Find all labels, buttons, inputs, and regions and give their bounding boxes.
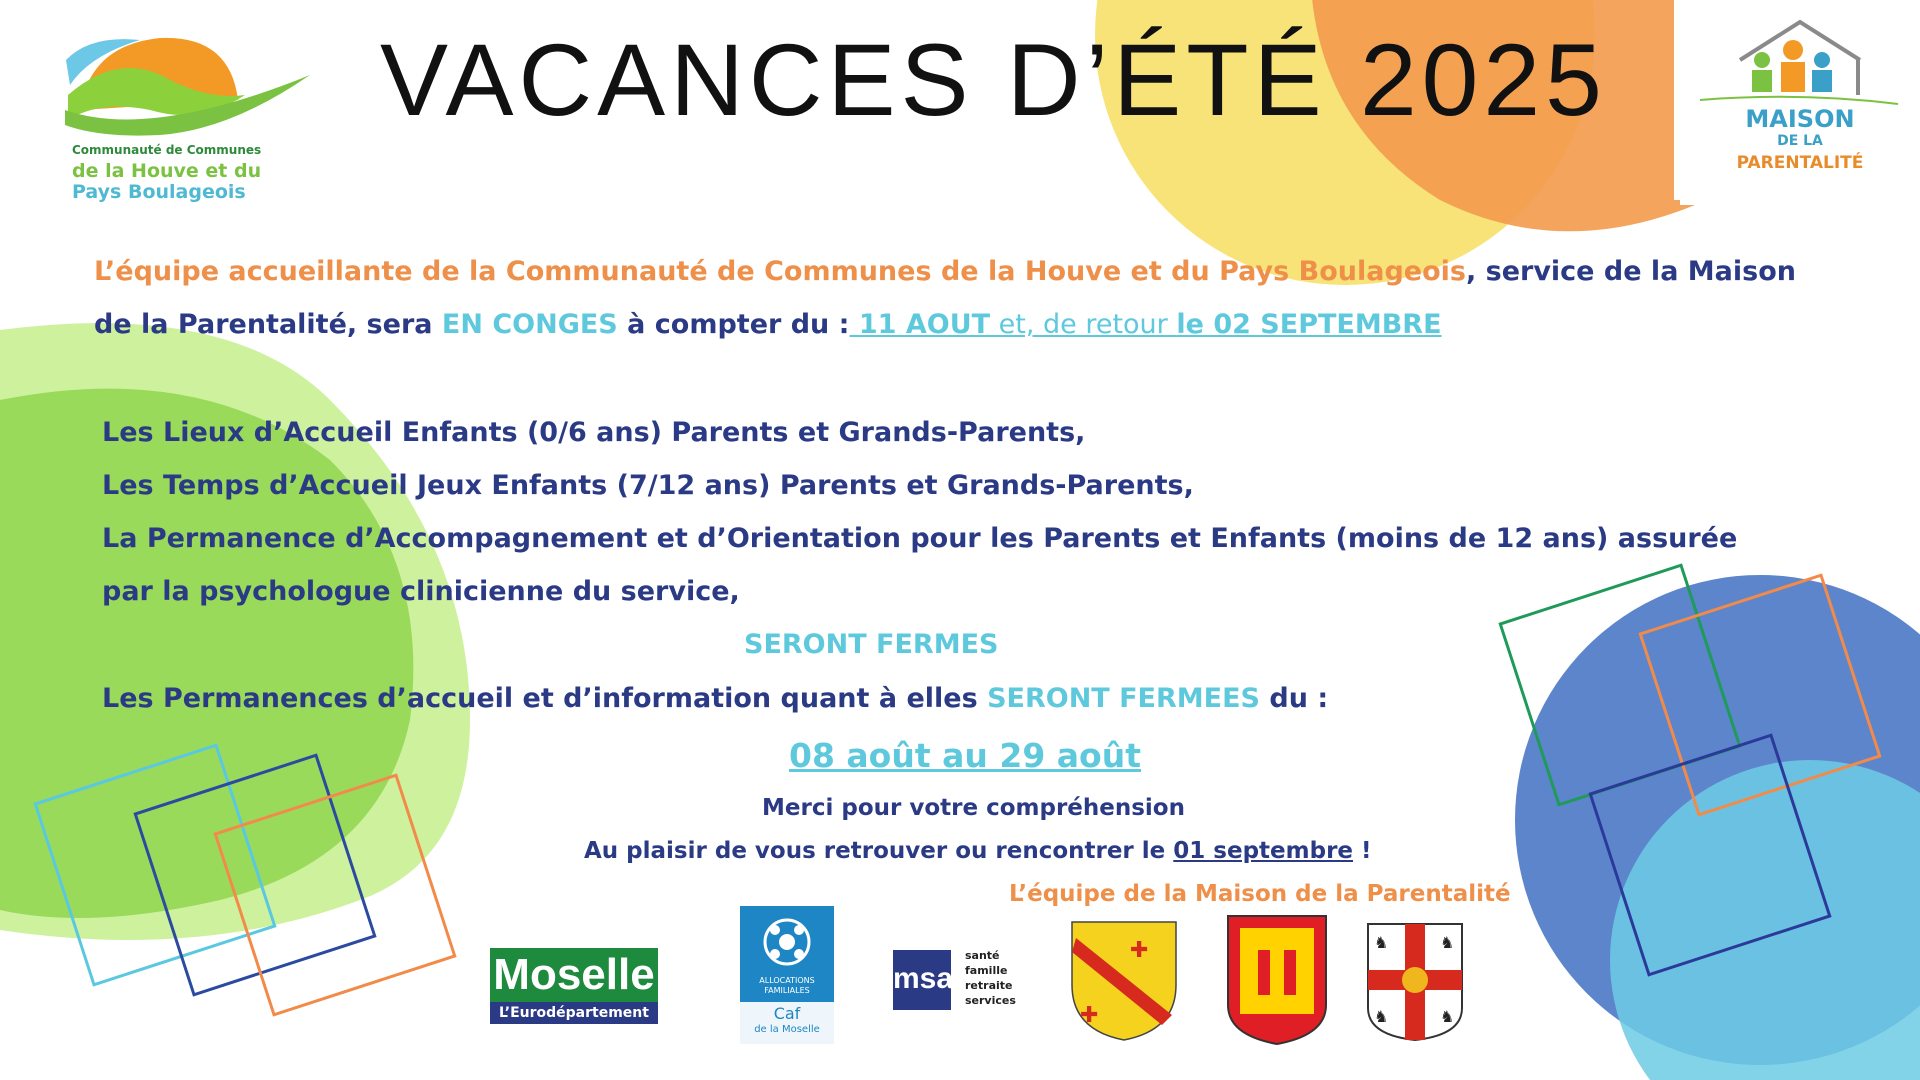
maison-logo-line1: MAISON: [1745, 105, 1855, 133]
permanences-text: Les Permanences d’accueil et d’information quant à elles: [102, 683, 988, 714]
msa-line3: retraite: [965, 979, 1013, 992]
permanences-fermees: SERONT FERMEES: [987, 683, 1260, 714]
svg-text:✚: ✚: [1130, 938, 1149, 963]
cc-logo-line2: de la Houve et du: [72, 160, 262, 182]
intro-line-1: [94, 256, 1796, 287]
caf-bottom: [740, 1002, 834, 1044]
intro-start-date: 11 AOUT: [849, 309, 991, 340]
maison-logo-line3: PARENTALITÉ: [1736, 153, 1864, 173]
signature: L’équipe de la Maison de la Parentalité: [1009, 881, 1511, 907]
service-line-3: La Permanence d’Accompagnement et d’Orientation pour les Parents et Enfants (moins de 12 ans) assurée: [102, 523, 1738, 554]
msa-logo-text: [965, 948, 1016, 1008]
intro-parentalite: de la Parentalité, sera: [94, 309, 442, 340]
moselle-logo: [490, 948, 658, 1024]
reunion-text: Au plaisir de vous retrouver ou rencontrer le: [584, 838, 1174, 864]
intro-compter: à compter du :: [617, 309, 850, 340]
caf-logo-icon: [740, 912, 834, 972]
reunion-date: 01 septembre: [1173, 838, 1354, 864]
intro-conges: EN CONGES: [441, 309, 618, 340]
maison-logo-line2: DE LA: [1777, 133, 1823, 149]
coat-of-arms-cross: [1368, 924, 1462, 1040]
svg-text:♞: ♞: [1440, 1007, 1455, 1026]
intro-line-2: [94, 309, 1442, 340]
caf-line2: FAMILIALES: [764, 986, 810, 995]
svg-text:♞: ♞: [1440, 933, 1455, 952]
svg-text:♞: ♞: [1374, 1007, 1389, 1026]
cc-logo-line1: Communauté de Communes: [72, 143, 262, 157]
cc-logo-line3: Pays Boulageois: [72, 181, 246, 203]
cc-logo: [72, 140, 261, 203]
intro-retour: et, de retour: [990, 309, 1177, 340]
intro-service: , service de la Maison: [1465, 256, 1796, 287]
caf-line3: Caf: [773, 1004, 801, 1023]
svg-text:♞: ♞: [1374, 933, 1389, 952]
moselle-logo-bottom: L’Eurodépartement: [490, 1002, 658, 1024]
closure-dates: 08 août au 29 août: [789, 736, 1141, 775]
cc-logo-graphic: [65, 38, 310, 136]
reunion-end: !: [1353, 838, 1372, 864]
msa-line1: santé: [965, 949, 1000, 962]
caf-line4: de la Moselle: [754, 1024, 820, 1035]
permanences-du: du :: [1260, 683, 1329, 714]
msa-line4: services: [965, 994, 1016, 1007]
reunion-line: [584, 838, 1372, 864]
service-line-2: Les Temps d’Accueil Jeux Enfants (7/12 ans) Parents et Grands-Parents,: [102, 470, 1194, 501]
svg-text:✚: ✚: [1080, 1003, 1099, 1028]
thanks-text: Merci pour votre compréhension: [762, 795, 1185, 821]
intro-end-date: le 02 SEPTEMBRE: [1176, 309, 1442, 340]
page-title: VACANCES D’ÉTÉ 2025: [380, 23, 1607, 137]
moselle-logo-top: Moselle: [490, 948, 658, 1002]
caf-line1: ALLOCATIONS: [759, 976, 815, 985]
maison-logo: [1700, 105, 1900, 174]
closed-notice: SERONT FERMES: [744, 629, 999, 660]
coat-of-arms-lorraine: [1072, 922, 1176, 1040]
msa-logo-box: msa: [893, 950, 951, 1010]
msa-logo: [893, 946, 1028, 1012]
permanences-line: [102, 683, 1328, 714]
service-line-4: par la psychologue clinicienne du service,: [102, 576, 740, 607]
msa-line2: famille: [965, 964, 1008, 977]
intro-team-name: L’équipe accueillante de la Communauté de Communes de la Houve et du Pays Boulageois: [94, 256, 1466, 287]
caf-logo: [740, 906, 834, 1044]
service-line-1: Les Lieux d’Accueil Enfants (0/6 ans) Parents et Grands-Parents,: [102, 417, 1086, 448]
coat-of-arms-towers: [1228, 916, 1326, 1044]
